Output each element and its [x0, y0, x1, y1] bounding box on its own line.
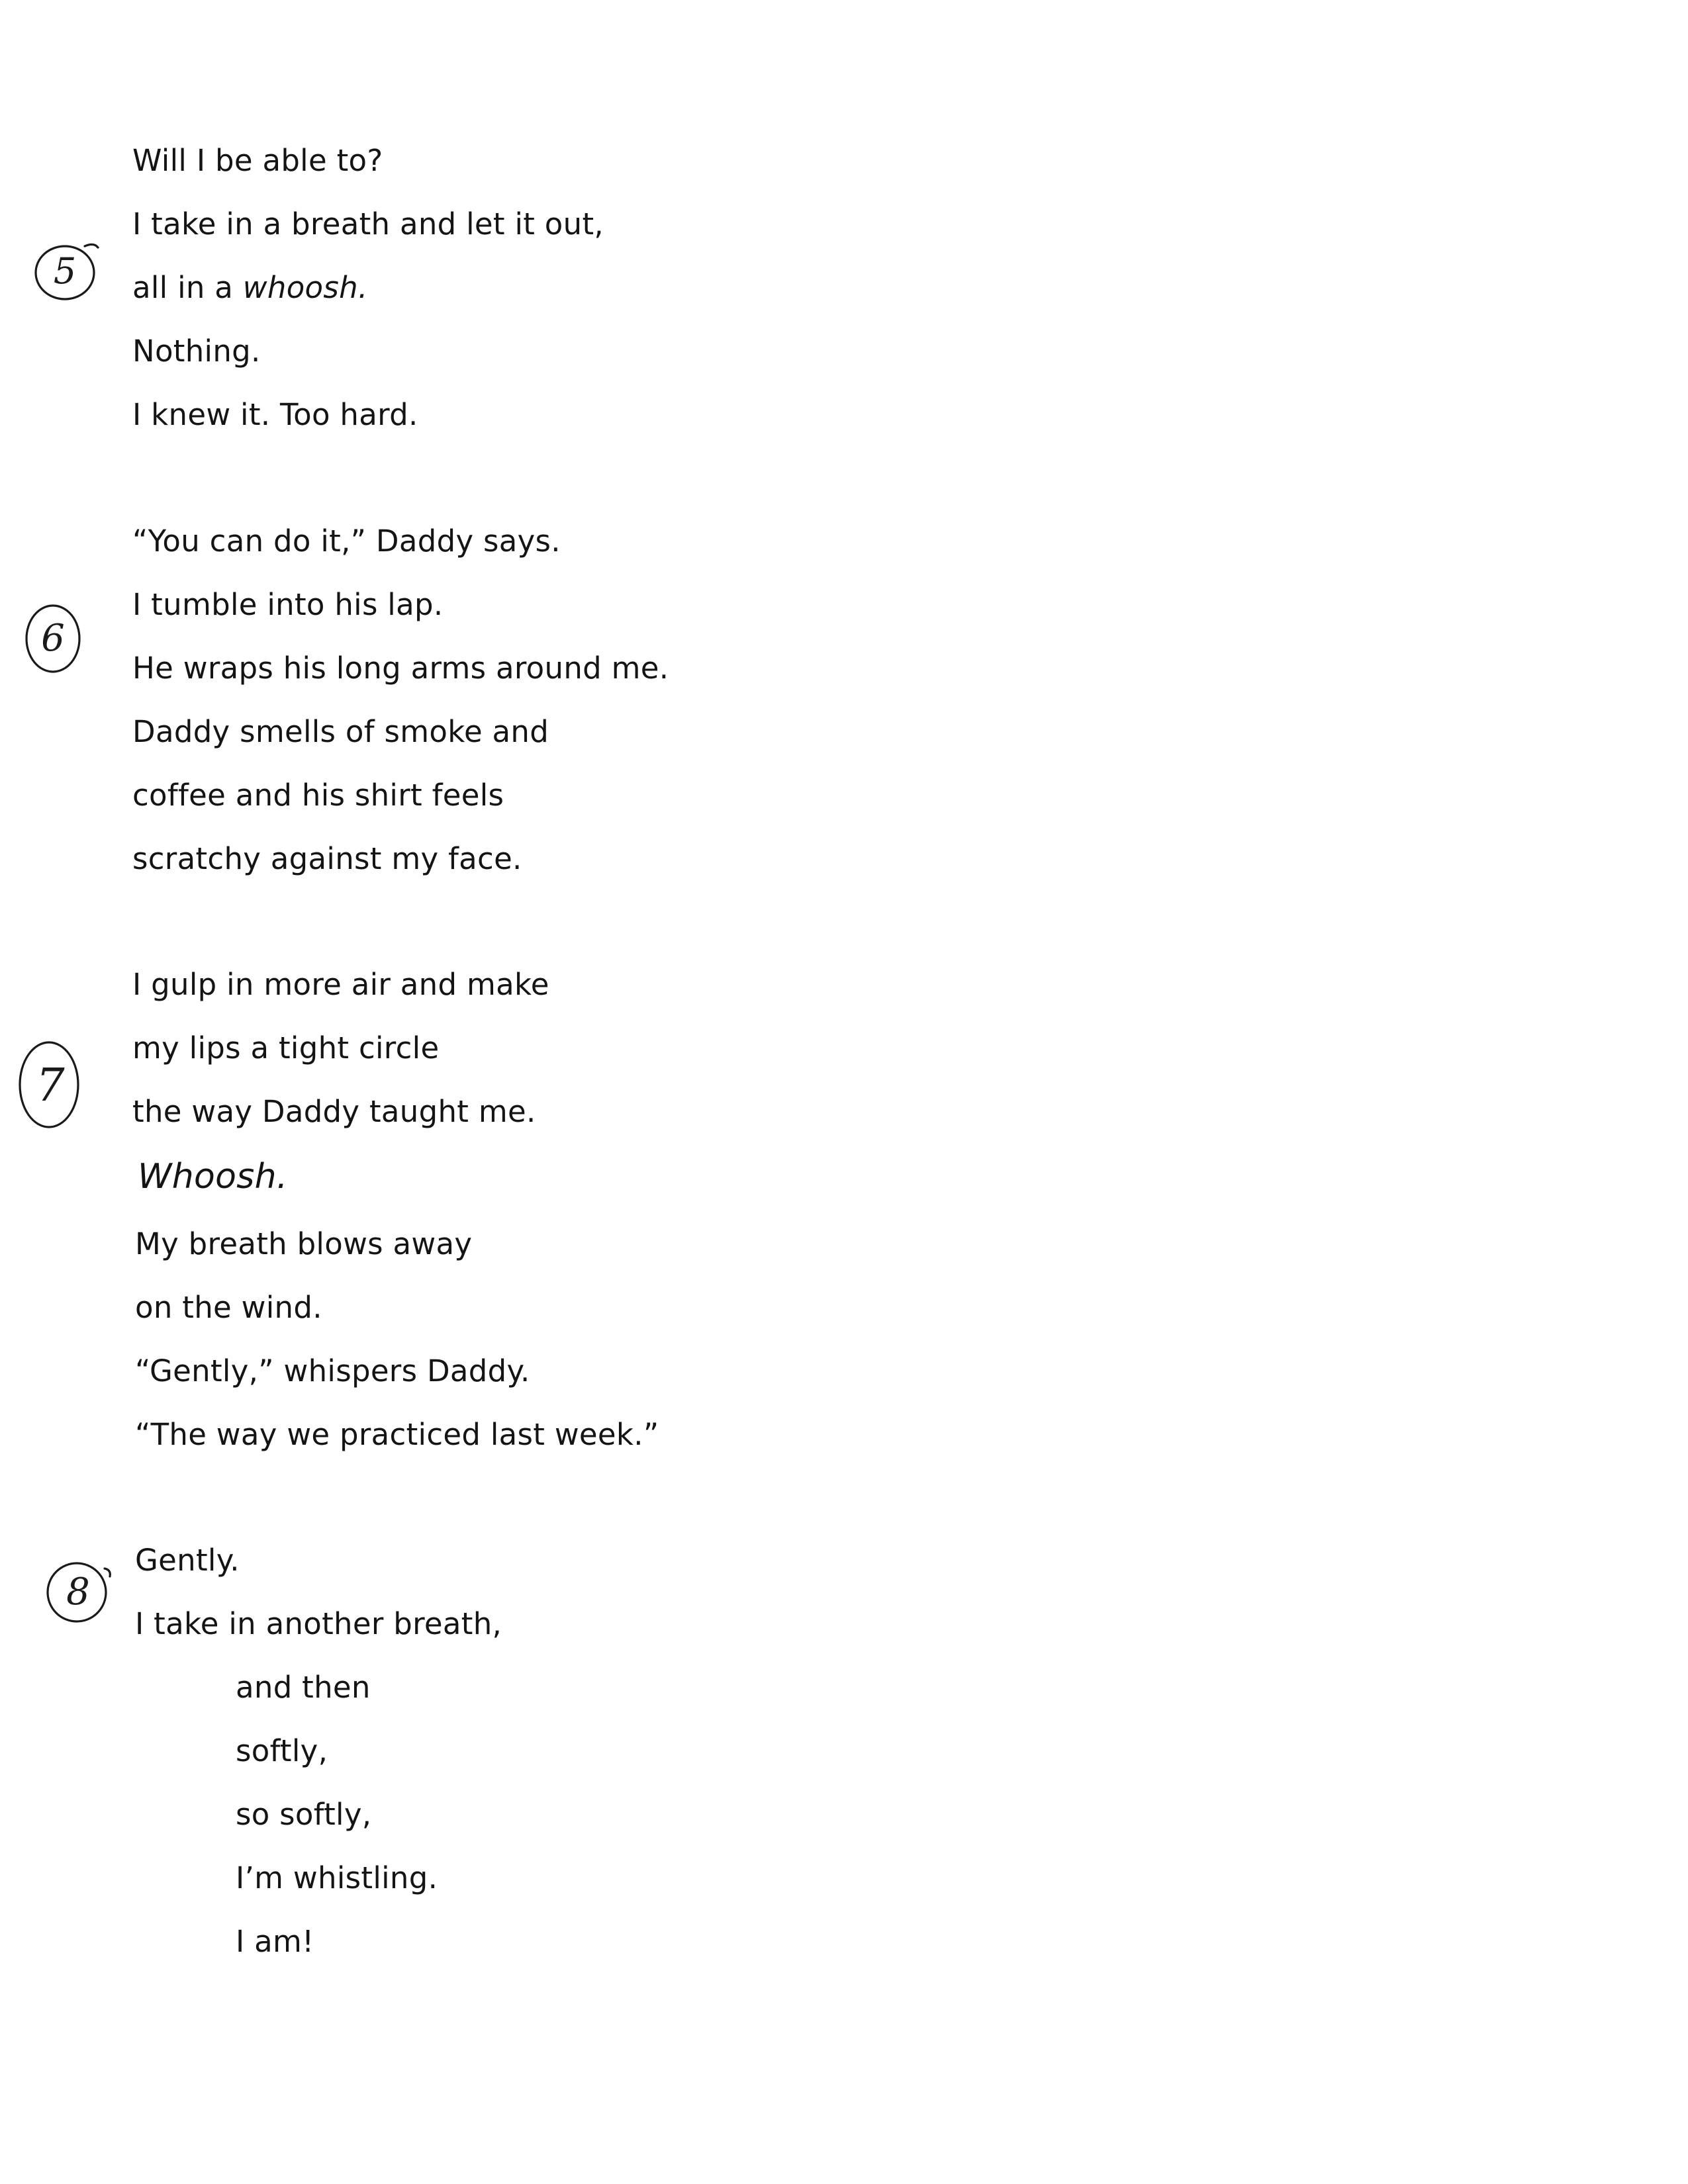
poem-line: Daddy smells of smoke and	[132, 714, 549, 749]
poem-line: the way Daddy taught me.	[132, 1094, 536, 1129]
poem-line-emphasis: whoosh.	[242, 270, 368, 305]
poem-line: on the wind.	[135, 1290, 322, 1325]
poem-line: “Gently,” whispers Daddy.	[135, 1353, 530, 1388]
poem-line: coffee and his shirt feels	[132, 778, 504, 813]
svg-text:5: 5	[53, 250, 77, 292]
svg-text:8: 8	[66, 1570, 90, 1614]
poem-line: I am!	[236, 1924, 314, 1959]
stanza-number-8-marker	[41, 1555, 120, 1628]
stanza-number-5-marker	[26, 232, 106, 311]
poem-line: Will I be able to?	[132, 143, 383, 178]
poem-line-prefix: all in a	[132, 270, 243, 305]
poem-line: I’m whistling.	[236, 1860, 438, 1895]
poem-line: I take in another breath,	[135, 1606, 502, 1641]
poem-line: “The way we practiced last week.”	[135, 1417, 659, 1452]
poem-line: softly,	[236, 1733, 328, 1768]
poem-line-emphasis: Whoosh.	[138, 1157, 288, 1197]
poem-line: Gently.	[135, 1543, 240, 1578]
svg-text:7: 7	[36, 1060, 65, 1112]
svg-text:6: 6	[41, 617, 65, 660]
poem-line: so softly,	[236, 1797, 372, 1832]
poem-line: “You can do it,” Daddy says.	[132, 523, 561, 559]
poem-line: scratchy against my face.	[132, 841, 522, 876]
stanza-number-6-marker	[19, 599, 91, 678]
marker-tail-stroke	[105, 1569, 110, 1576]
poem-line: I tumble into his lap.	[132, 587, 444, 622]
poem-line	[132, 269, 368, 306]
poem-line: Nothing.	[132, 334, 261, 369]
poem-line: He wraps his long arms around me.	[132, 651, 669, 686]
poem-line: I gulp in more air and make	[132, 967, 549, 1002]
marker-tail-stroke	[85, 244, 98, 248]
stanza-number-7-marker	[12, 1036, 91, 1135]
poem-line: My breath blows away	[135, 1226, 473, 1261]
poem-line: and then	[236, 1670, 371, 1705]
poem-line: I knew it. Too hard.	[132, 397, 418, 432]
poem-line: my lips a tight circle	[132, 1030, 440, 1066]
poem-line: I take in a breath and let it out,	[132, 206, 604, 242]
